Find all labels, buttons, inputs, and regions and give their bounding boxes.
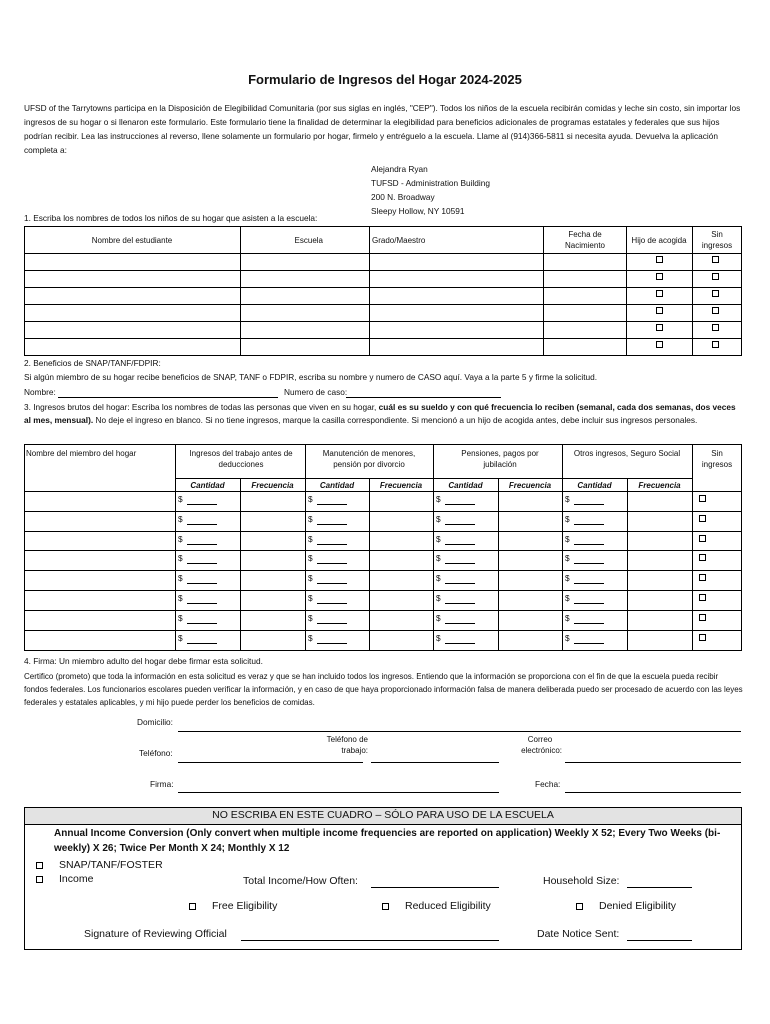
amount-field[interactable] [317,623,347,624]
snap-case-label: Numero de caso: [284,387,348,397]
amount-field[interactable] [574,643,604,644]
no-income-checkbox[interactable] [712,256,719,263]
amount-field[interactable] [574,544,604,545]
no-income-checkbox[interactable] [699,554,706,561]
amount-field[interactable] [187,603,217,604]
amount-field[interactable] [445,583,475,584]
section3-intro-c: No deje el ingreso en blanco. Si no tiene ingresos, marque la casilla correspondiente. Si mencionó a un hijo de acogida antes, debe incluir sus ingresos personales. [93,415,698,425]
dollar-sign: $ [178,494,183,504]
email-label: electrónico: [521,746,562,755]
no-income-checkbox[interactable] [699,535,706,542]
work-phone-label: Teléfono de [326,735,368,744]
reduced-checkbox[interactable] [382,903,389,910]
amount-field[interactable] [445,603,475,604]
amount-field[interactable] [187,563,217,564]
foster-checkbox[interactable] [656,256,663,263]
foster-checkbox[interactable] [656,290,663,297]
date-notice-field[interactable] [627,940,692,941]
section3-intro-a: 3. Ingresos brutos del hogar: Escriba los nombres de todas las personas que viven en su hogar, [24,402,379,412]
snap-case-field[interactable] [346,397,501,398]
dollar-sign: $ [308,593,313,603]
phone-label: Teléfono: [139,748,173,758]
phone-field[interactable] [178,762,363,763]
address-line: Alejandra Ryan [371,164,428,174]
snap-foster-checkbox[interactable] [36,862,43,869]
reviewer-signature-field[interactable] [241,940,499,941]
dollar-sign: $ [308,553,313,563]
no-income-checkbox[interactable] [712,273,719,280]
no-income-checkbox[interactable] [699,634,706,641]
dollar-sign: $ [565,514,570,524]
denied-checkbox[interactable] [576,903,583,910]
address-line: Sleepy Hollow, NY 10591 [371,206,465,216]
col-member: Nombre del miembro del hogar [26,449,137,458]
col-work-income: Ingresos del trabajo antes de deducciones [189,449,293,469]
foster-checkbox[interactable] [656,307,663,314]
snap-name-field[interactable] [58,397,278,398]
reviewer-signature-label: Signature of Reviewing Official [84,928,227,940]
address-label: Domicilio: [137,717,173,727]
amount-field[interactable] [445,504,475,505]
dollar-sign: $ [178,514,183,524]
dollar-sign: $ [436,633,441,643]
col-amount: Cantidad [319,481,355,490]
date-field[interactable] [565,792,741,793]
dollar-sign: $ [436,573,441,583]
amount-field[interactable] [445,623,475,624]
dollar-sign: $ [178,633,183,643]
dollar-sign: $ [308,514,313,524]
amount-field[interactable] [574,583,604,584]
no-income-checkbox[interactable] [699,495,706,502]
amount-field[interactable] [317,524,347,525]
no-income-checkbox[interactable] [699,574,706,581]
dollar-sign: $ [436,494,441,504]
dollar-sign: $ [308,534,313,544]
no-income-checkbox[interactable] [699,515,706,522]
dollar-sign: $ [565,494,570,504]
col-dob: Fecha de Nacimiento [564,230,605,250]
amount-field[interactable] [317,563,347,564]
section1-label: 1. Escriba los nombres de todos los niños de su hogar que asisten a la escuela: [24,213,318,223]
amount-field[interactable] [574,603,604,604]
household-size-field[interactable] [627,887,692,888]
total-income-field[interactable] [371,887,499,888]
free-label: Free Eligibility [212,900,278,912]
work-phone-field[interactable] [371,762,499,763]
col-student-name: Nombre del estudiante [91,236,173,245]
col-school: Escuela [294,236,323,245]
col-no-income-3: Sin ingresos [701,449,733,469]
amount-field[interactable] [187,583,217,584]
dollar-sign: $ [178,573,183,583]
address-line: 200 N. Broadway [371,192,435,202]
dollar-sign: $ [565,573,570,583]
no-income-checkbox[interactable] [712,341,719,348]
amount-field[interactable] [187,643,217,644]
amount-field[interactable] [445,524,475,525]
amount-field[interactable] [574,504,604,505]
col-amount: Cantidad [577,481,612,490]
dollar-sign: $ [436,514,441,524]
amount-field[interactable] [445,643,475,644]
amount-field[interactable] [187,623,217,624]
no-income-checkbox[interactable] [699,614,706,621]
dollar-sign: $ [178,613,183,623]
reduced-label: Reduced Eligibility [405,900,491,912]
no-income-checkbox[interactable] [712,324,719,331]
dollar-sign: $ [308,613,313,623]
no-income-checkbox[interactable] [712,290,719,297]
col-other-income: Otros ingresos, Seguro Social [573,449,681,458]
dollar-sign: $ [565,633,570,643]
amount-field[interactable] [317,504,347,505]
date-notice-label: Date Notice Sent: [537,928,620,940]
amount-field[interactable] [574,524,604,525]
dollar-sign: $ [436,534,441,544]
address-line: TUFSD - Administration Building [371,178,490,188]
col-foster: Hijo de acogida [631,236,687,245]
page-title: Formulario de Ingresos del Hogar 2024-2025 [248,72,522,87]
foster-checkbox[interactable] [656,341,663,348]
dollar-sign: $ [565,613,570,623]
income-label: Income [59,873,94,885]
dollar-sign: $ [308,633,313,643]
dollar-sign: $ [308,573,313,583]
col-frequency: Frecuencia [379,481,423,490]
no-income-checkbox[interactable] [699,594,706,601]
col-amount: Cantidad [190,481,225,490]
dollar-sign: $ [436,593,441,603]
amount-field[interactable] [317,544,347,545]
section2-text: Si algún miembro de su hogar recibe beneficios de SNAP, TANF o FDPIR, escriba su nombre y numero de CASO aquí. Vaya a la parte 5 y firme la solicitud. [24,372,598,382]
amount-field[interactable] [445,563,475,564]
col-pensions: Pensiones, pagos por jubilación [461,449,539,469]
amount-field[interactable] [187,524,217,525]
amount-field[interactable] [574,623,604,624]
col-frequency: Frecuencia [508,481,552,490]
section3-intro [24,401,744,427]
snap-foster-label: SNAP/TANF/FOSTER [59,859,163,871]
income-conversion-note: Annual Income Conversion (Only convert when multiple income frequencies are reported on application) Weekly X 52; Every Two Weeks (bi-weekly) X 26; Twice Per Month X 24; Monthly X 12 [54,828,721,854]
col-amount: Cantidad [448,481,483,490]
certification-text: Certifico (prometo) que toda la información en esta solicitud es veraz y que se han incluido todos los ingresos. Entiendo que la información se proporciona con el fin de que la escuela pueda recibir fondos federales. Los funcionarios escolares pueden verificar la información, y en caso de que haya proporcionado información falsa de manera deliberada puedo ser procesado de acuerdo con las leyes federales y estatales aplicables, y mi hijo puede perder los beneficios de comidas. [24,672,743,707]
amount-field[interactable] [574,563,604,564]
section2-label: 2. Beneficios de SNAP/TANF/FDPIR: [24,358,161,368]
dollar-sign: $ [308,494,313,504]
dollar-sign: $ [565,553,570,563]
amount-field[interactable] [187,544,217,545]
income-checkbox[interactable] [36,876,43,883]
amount-field[interactable] [445,544,475,545]
dollar-sign: $ [178,553,183,563]
col-frequency: Frecuencia [251,481,294,490]
section3-intro-b: cuál es su sueldo y con qué frecuencia lo reciben (semanal, cada dos semanas, dos veces al mes, mensual). [24,402,736,425]
snap-name-label: Nombre: [24,387,56,397]
signature-label: Firma: [150,779,174,789]
dollar-sign: $ [565,534,570,544]
date-label: Fecha: [535,779,561,789]
col-grade: Grado/Maestro [372,236,426,245]
email-field[interactable] [565,762,741,763]
dollar-sign: $ [436,613,441,623]
return-address [371,162,490,218]
email-label: Correo [527,735,553,744]
col-child-support: Manutención de menores, pensión por divorcio [322,449,416,469]
dollar-sign: $ [178,534,183,544]
amount-field[interactable] [317,603,347,604]
col-frequency: Frecuencia [638,481,681,490]
intro-paragraph: UFSD of the Tarrytowns participa en la Disposición de Elegibilidad Comunitaria (por sus siglas en inglés, "CEP"). Todos los niños de la escuela recibirán comidas y leche sin costo, sin importar los ingresos de su hogar o si llenaron este formulario. Este formulario tiene la finalidad de determinar la elegibilidad para beneficios adicionales de programas estatales y federales que sus hijos podrían recibir. Lea las instrucciones al reverso, llene solamente un formulario por hogar, firmelo y entréguelo a la escuela. Llame al (914)366-5811 si necesita ayuda. Devuelva la aplicación completa a: [24,103,741,155]
dollar-sign: $ [178,593,183,603]
denied-label: Denied Eligibility [599,900,677,912]
free-checkbox[interactable] [189,903,196,910]
signature-field[interactable] [178,792,499,793]
office-header: NO ESCRIBA EN ESTE CUADRO – SÓLO PARA USO DE LA ESCUELA [212,809,554,821]
amount-field[interactable] [317,643,347,644]
dollar-sign: $ [436,553,441,563]
dollar-sign: $ [565,593,570,603]
amount-field[interactable] [317,583,347,584]
section4-label: 4. Firma: Un miembro adulto del hogar debe firmar esta solicitud. [24,656,263,666]
work-phone-label: trabajo: [341,746,368,755]
foster-checkbox[interactable] [656,324,663,331]
household-size-label: Household Size: [543,875,620,887]
foster-checkbox[interactable] [656,273,663,280]
amount-field[interactable] [187,504,217,505]
no-income-checkbox[interactable] [712,307,719,314]
col-no-income: Sin ingresos [701,230,733,250]
address-field[interactable] [178,731,741,732]
total-income-label: Total Income/How Often: [243,875,358,887]
